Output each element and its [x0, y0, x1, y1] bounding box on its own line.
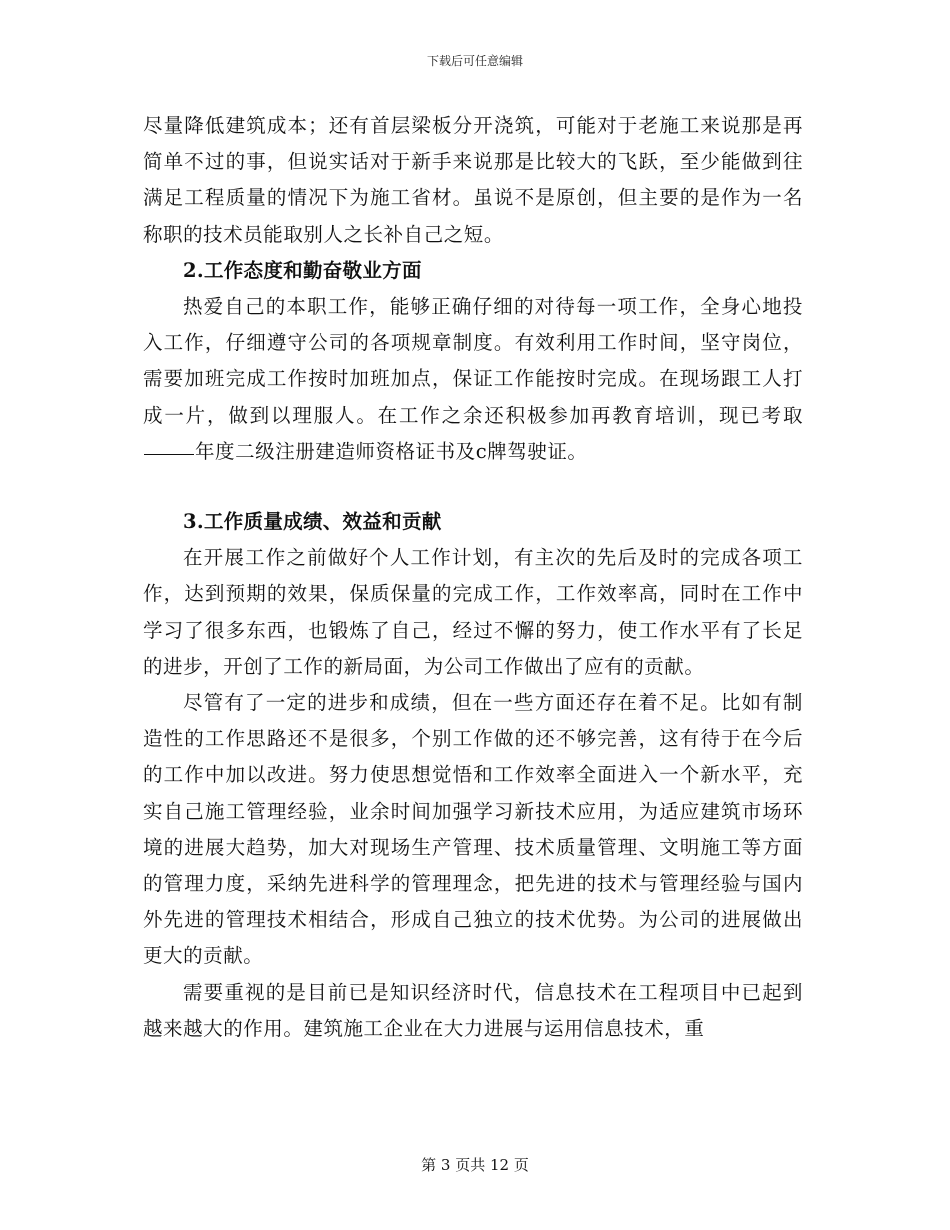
- page-number: 第 3 页共 12 页: [421, 1156, 529, 1174]
- paragraph-work-quality: 在开展工作之前做好个人工作计划，有主次的先后及时的完成各项工作，达到预期的效果，保质保量的完成工作，工作效率高，同时在工作中学习了很多东西，也锻炼了自己，经过不懈的努力，使工作水平有了长足的进步，开创了工作的新局面，为公司工作做出了应有的贡献。: [143, 546, 803, 678]
- paragraph-construction-cost: 尽量降低建筑成本；还有首层梁板分开浇筑，可能对于老施工来说那是再简单不过的事，但说实话对于新手来说那是比较大的飞跃，至少能做到往满足工程质量的情况下为施工省材。虽说不是原创，但主要的是作为一名称职的技术员能取别人之长补自己之短。: [143, 114, 803, 246]
- paragraph-shortcomings: 尽管有了一定的进步和成绩，但在一些方面还存在着不足。比如有制造性的工作思路还不是很多，个别工作做的还不够完善，这有待于在今后的工作中加以改进。努力使思想觉悟和工作效率全面进入一个新水平，充实自己施工管理经验，业余时间加强学习新技术应用，为适应建筑市场环境的进展大趋势，加大对现场生产管理、技术质量管理、文明施工等方面的管理力度，采纳先进科学的管理理念，把先进的技术与管理经验与国内外先进的管理技术相结合，形成自己独立的技术优势。为公司的进展做出更大的贡献。: [143, 691, 803, 968]
- page-header: 下载后可任意编辑: [426, 54, 523, 68]
- paragraph-information-technology: 需要重视的是目前已是知识经济时代，信息技术在工程项目中已起到越来越大的作用。建筑施工企业在大力进展与运用信息技术，重: [143, 980, 803, 1040]
- fill-in-blank: [144, 454, 194, 455]
- section-heading-work-quality: 3.工作质量成绩、效益和贡献: [183, 510, 442, 534]
- document-body: [143, 108, 803, 1047]
- paragraph-text: 热爱自己的本职工作，能够正确仔细的对待每一项工作，全身心地投入工作，仔细遵守公司的各项规章制度。有效利用工作时间，坚守岗位，需要加班完成工作按时加班加点，保证工作能按时完成。在现场跟工人打成一片，做到以理服人。在工作之余还积极参加再教育培训，现已考取: [143, 295, 803, 427]
- paragraph-work-attitude: [143, 289, 803, 470]
- section-heading-work-attitude: 2.工作态度和勤奋敬业方面: [183, 258, 422, 282]
- paragraph-text: 年度二级注册建造师资格证书及c牌驾驶证。: [195, 439, 588, 463]
